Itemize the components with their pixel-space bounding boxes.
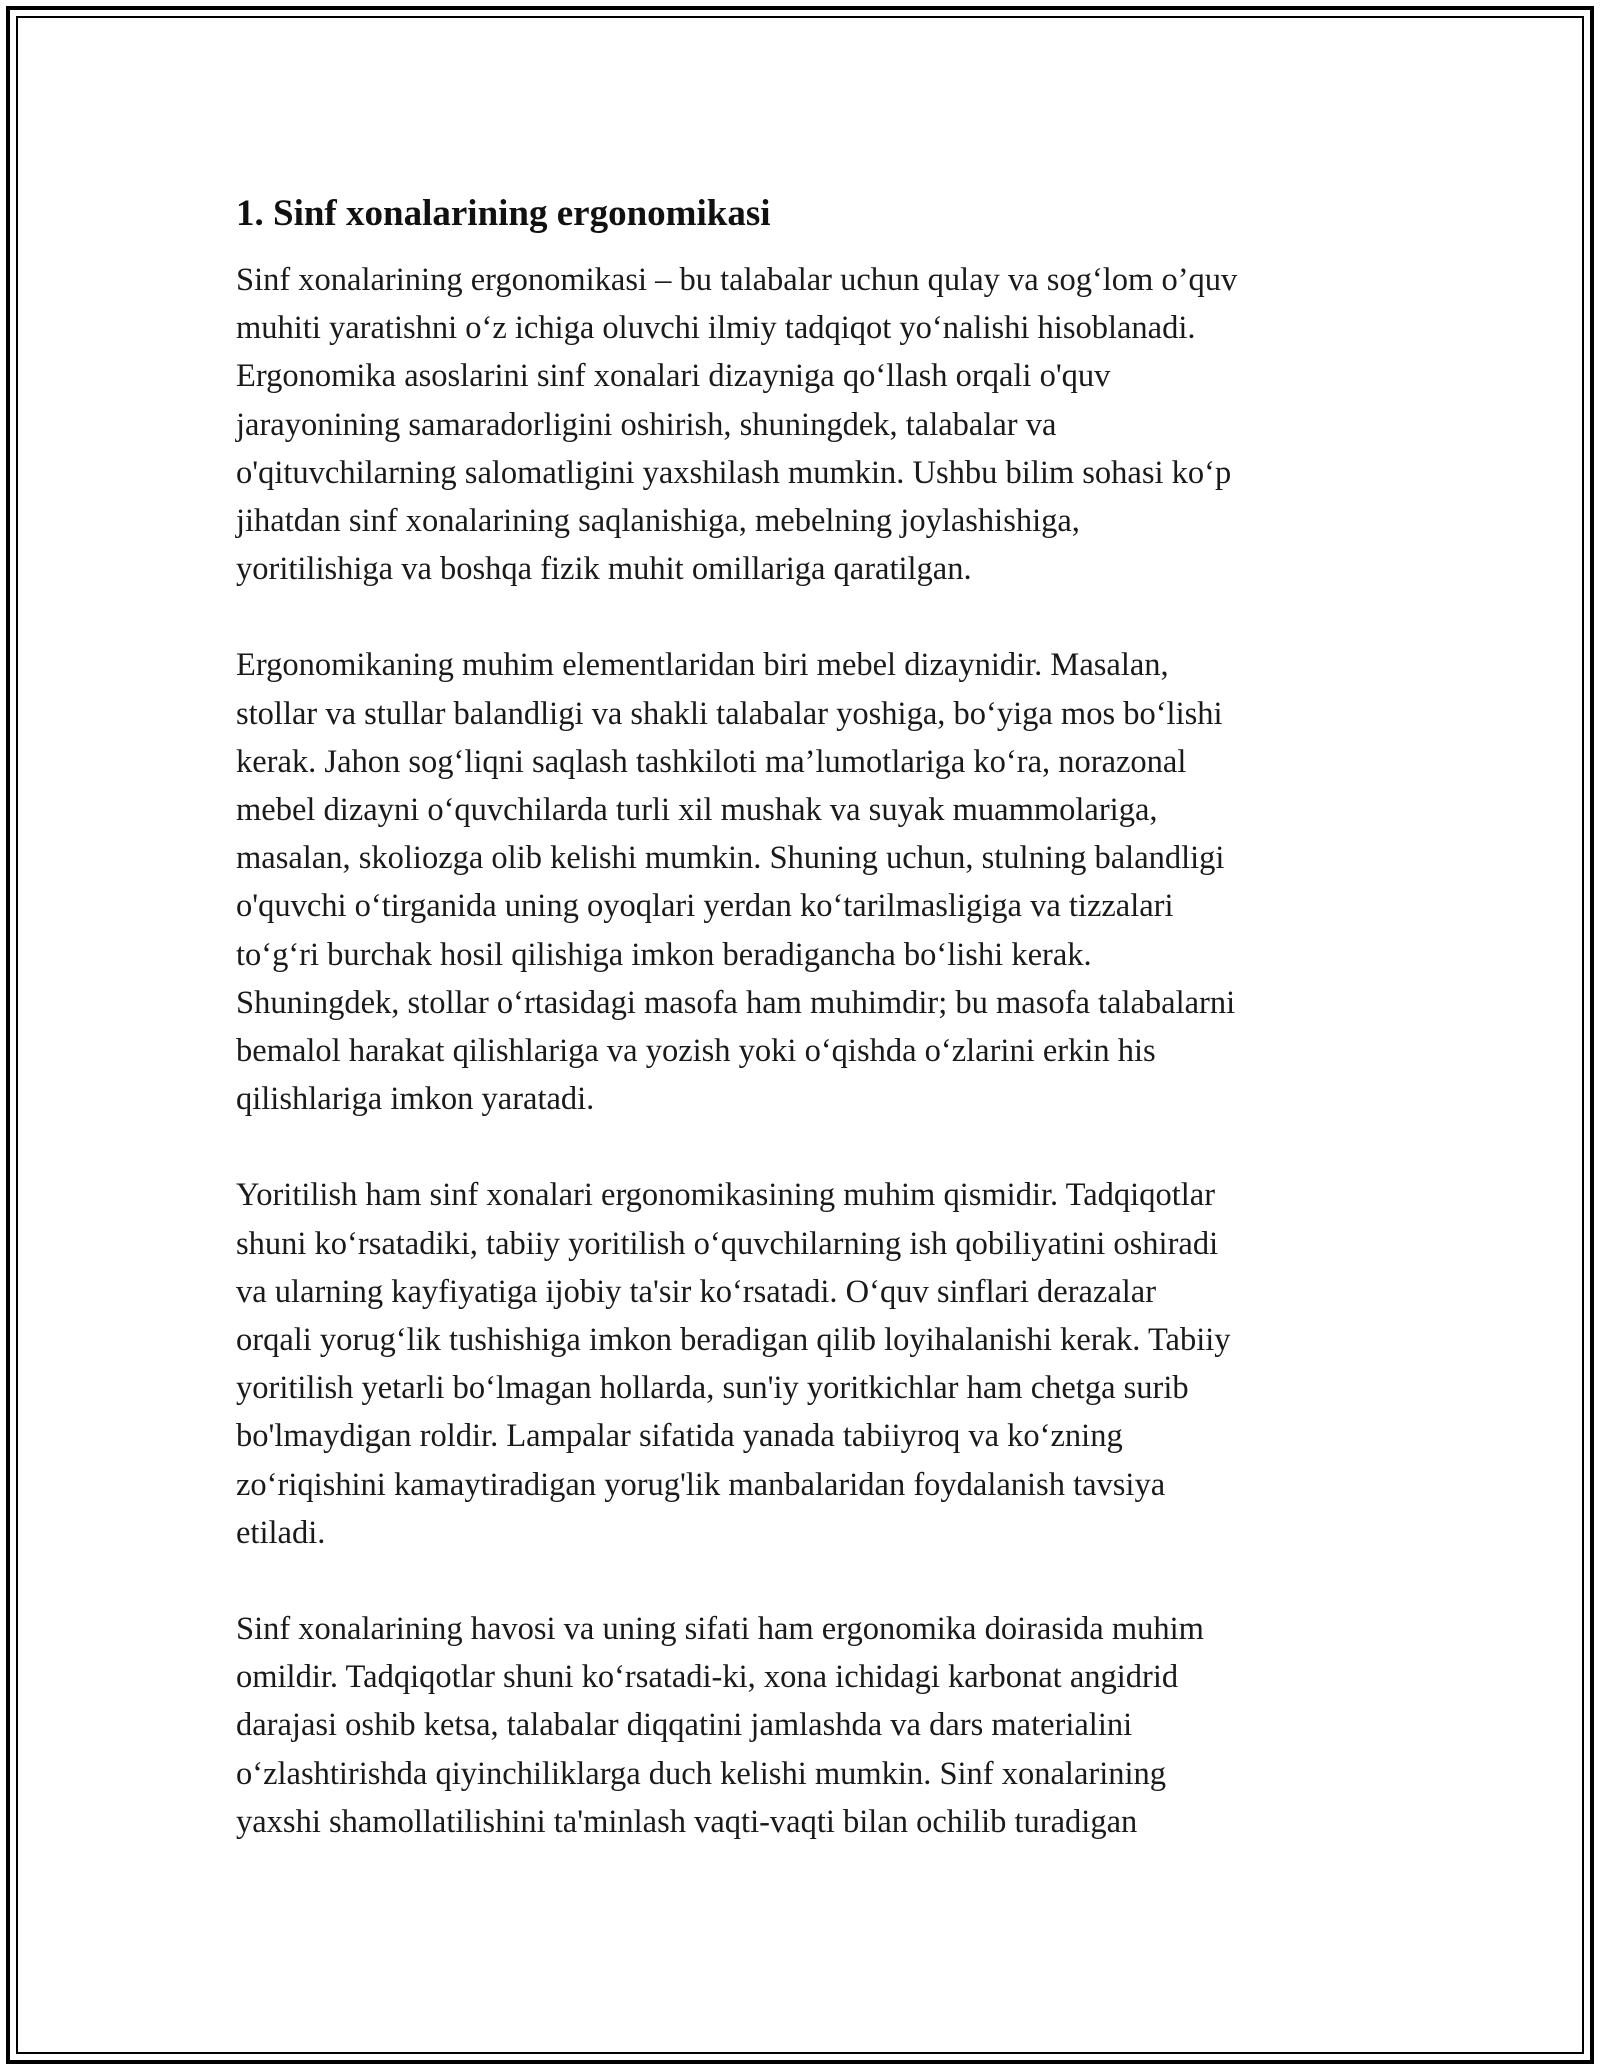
paragraph-line: Ergonomikaning muhim elementlaridan biri mebel dizaynidir. Masalan,	[236, 647, 1169, 684]
paragraph-1	[236, 256, 1376, 593]
document-body	[236, 186, 1376, 1894]
paragraph-line: kerak. Jahon sog‘liqni saqlash tashkiloti ma’lumotlariga ko‘ra, norazonal	[236, 743, 1187, 780]
paragraph-line: qilishlariga imkon yaratadi.	[236, 1081, 595, 1118]
paragraph-line: orqali yorug‘lik tushishiga imkon beradigan qilib loyihalanishi kerak. Tabiiy	[236, 1322, 1231, 1359]
paragraph-line: Yoritilish ham sinf xonalari ergonomikasining muhim qismidir. Tadqiqotlar	[236, 1177, 1216, 1214]
paragraph-4	[236, 1605, 1376, 1846]
paragraph-line: o‘zlashtirishda qiyinchiliklarga duch kelishi mumkin. Sinf xonalarining	[236, 1755, 1167, 1792]
paragraph-line: shuni ko‘rsatadiki, tabiiy yoritilish o‘quvchilarning ish qobiliyatini oshiradi	[236, 1225, 1219, 1262]
paragraph-line: o'qituvchilarning salomatligini yaxshilash mumkin. Ushbu bilim sohasi ko‘p	[236, 454, 1232, 491]
paragraph-line: to‘g‘ri burchak hosil qilishiga imkon beradigancha bo‘lishi kerak.	[236, 936, 1092, 973]
paragraph-line: Ergonomika asoslarini sinf xonalari dizayniga qo‘llash orqali o'quv	[236, 358, 1111, 395]
paragraph-line: Shuningdek, stollar o‘rtasidagi masofa ham muhimdir; bu masofa talabalarni	[236, 984, 1236, 1021]
paragraph-line: masalan, skoliozga olib kelishi mumkin. Shuning uchun, stulning balandligi	[236, 840, 1225, 877]
section-heading: 1. Sinf xonalarining ergonomikasi	[236, 193, 771, 234]
paragraph-2	[236, 641, 1376, 1123]
paragraph-line: muhiti yaratishni o‘z ichiga oluvchi ilmiy tadqiqot yo‘nalishi hisoblanadi.	[236, 310, 1196, 347]
paragraph-line: stollar va stullar balandligi va shakli talabalar yoshiga, bo‘yiga mos bo‘lishi	[236, 695, 1223, 732]
paragraph-3	[236, 1171, 1376, 1557]
paragraph-line: bo'lmaydigan roldir. Lampalar sifatida yanada tabiiyroq va ko‘zning	[236, 1418, 1123, 1455]
paragraph-line: zo‘riqishini kamaytiradigan yorug'lik manbalaridan foydalanish tavsiya	[236, 1466, 1166, 1503]
paragraph-line: va ularning kayfiyatiga ijobiy ta'sir ko‘rsatadi. O‘quv sinflari derazalar	[236, 1273, 1157, 1310]
paragraph-line: o'quvchi o‘tirganida uning oyoqlari yerdan ko‘tarilmasligiga va tizzalari	[236, 888, 1174, 925]
paragraph-line: omildir. Tadqiqotlar shuni ko‘rsatadi-ki, xona ichidagi karbonat angidrid	[236, 1659, 1179, 1696]
paragraph-line: jihatdan sinf xonalarining saqlanishiga, mebelning joylashishiga,	[236, 503, 1080, 540]
paragraph-line: jarayonining samaradorligini oshirish, shuningdek, talabalar va	[236, 406, 1057, 443]
paragraph-line: Sinf xonalarining ergonomikasi – bu talabalar uchun qulay va sog‘lom o’quv	[236, 262, 1238, 298]
paragraph-line: yaxshi shamollatilishini ta'minlash vaqti-vaqti bilan ochilib turadigan	[236, 1803, 1138, 1840]
paragraph-line: bemalol harakat qilishlariga va yozish yoki o‘qishda o‘zlarini erkin his	[236, 1033, 1156, 1070]
paragraph-line: etiladi.	[236, 1514, 326, 1551]
paragraph-line: darajasi oshib ketsa, talabalar diqqatini jamlashda va dars materialini	[236, 1707, 1133, 1744]
paragraph-line: yoritilishiga va boshqa fizik muhit omillariga qaratilgan.	[236, 551, 972, 588]
paragraph-line: yoritilish yetarli bo‘lmagan hollarda, sun'iy yoritkichlar ham chetga surib	[236, 1370, 1189, 1407]
paragraph-line: mebel dizayni o‘quvchilarda turli xil mushak va suyak muammolariga,	[236, 792, 1158, 829]
paragraph-line: Sinf xonalarining havosi va uning sifati ham ergonomika doirasida muhim	[236, 1611, 1204, 1648]
